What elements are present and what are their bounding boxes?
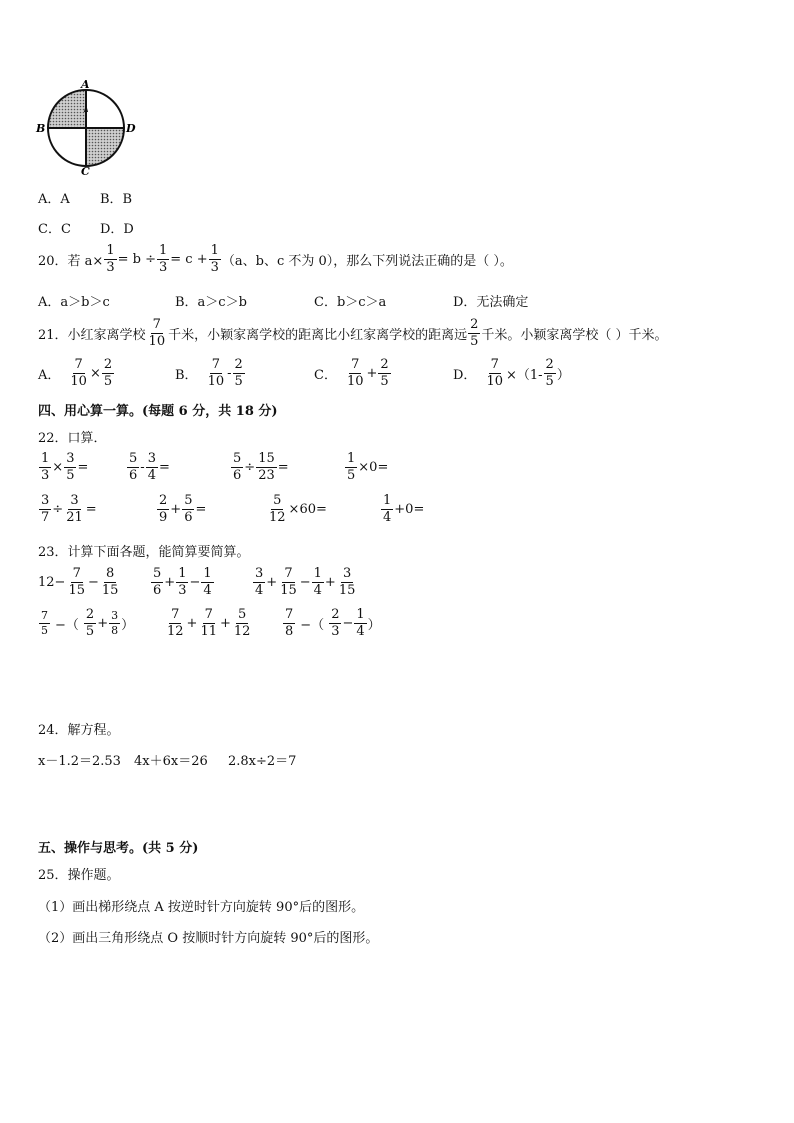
q22-expr-4: $\frac{1}{5}$ ×0= xyxy=(347,451,389,483)
q22-expr-1: $\frac{1}{3}$ × $\frac{3}{5}$ = xyxy=(41,451,89,483)
q22-title: 22．口算． xyxy=(38,431,107,446)
q20-option-a: A．a＞b＞c xyxy=(38,295,110,310)
label-d: D xyxy=(126,122,136,135)
q24-equation-3: 2.8x÷2＝7 xyxy=(228,754,297,769)
q23-expr-5: $\frac{7}{12}$ + $\frac{7}{11}$ + $\frac{5}{12}$ xyxy=(167,607,251,639)
fraction: $\frac{7}{10}$ xyxy=(148,317,166,349)
q22-expr-3: $\frac{5}{6}$ ÷ $\frac{15}{23}$ = xyxy=(233,451,289,483)
q23-expr-1: 12− $\frac{7}{15}$ − $\frac{8}{15}$ xyxy=(38,566,119,598)
q22-expr-5: $\frac{3}{7}$ ÷ $\frac{3}{21}$ = xyxy=(41,493,97,525)
q20-option-b: B．a＞c＞b xyxy=(175,295,247,310)
q22-expr-2: $\frac{5}{6}$ - $\frac{3}{4}$ = xyxy=(129,451,170,483)
q19-option-c: C．C xyxy=(38,222,71,237)
section-5-title: 五、操作与思考。(共 5 分) xyxy=(38,841,199,856)
q23-expr-6: $\frac{7}{8}$ −（ $\frac{2}{3}$ − $\frac{1}{4}$ ） xyxy=(285,607,381,639)
q19-option-d: D．D xyxy=(100,222,134,237)
fraction: $\frac{2}{5}$ xyxy=(470,317,479,349)
fraction: $\frac{1}{3}$ xyxy=(158,243,168,275)
q21-option-d: D． $\frac{7}{10}$ ×（1- $\frac{2}{5}$ ） xyxy=(453,357,570,389)
q23-expr-3: $\frac{3}{4}$ + $\frac{7}{15}$ − $\frac{1}{4}$ + $\frac{3}{15}$ xyxy=(255,566,356,598)
section-4-title: 四、用心算一算。(每题 6 分，共 18 分) xyxy=(38,404,278,419)
q19-option-b: B．B xyxy=(100,192,133,207)
q22-expr-8: $\frac{1}{4}$ +0= xyxy=(383,493,425,525)
q23-expr-4: $\frac{7}{5}$ −（ $\frac{2}{5}$ + $\frac{3}{8}$ ） xyxy=(41,607,135,639)
circle-figure xyxy=(34,78,138,176)
fraction: $\frac{1}{3}$ xyxy=(210,243,219,275)
q24-equation-2: 4x＋6x＝26 xyxy=(134,754,208,769)
q23-title: 23．计算下面各题，能简算要简算。 xyxy=(38,545,250,560)
q20-option-d: D．无法确定 xyxy=(453,295,529,310)
q23-expr-2: $\frac{5}{6}$ + $\frac{1}{3}$ − $\frac{1}{4}$ xyxy=(153,566,212,598)
label-b: B xyxy=(36,122,46,135)
label-c: C xyxy=(81,165,90,176)
q25-line-2: （2）画出三角形绕点 O 按顺时针方向旋转 90°后的图形。 xyxy=(38,931,379,946)
q25-line-1: （1）画出梯形绕点 A 按逆时针方向旋转 90°后的图形。 xyxy=(38,900,365,915)
q24-title: 24．解方程。 xyxy=(38,723,120,738)
q19-option-a: A．A xyxy=(38,192,70,207)
fraction: $\frac{1}{3}$ xyxy=(106,243,115,275)
q24-equation-1: x－1.2＝2.53 xyxy=(38,754,121,769)
label-a: A xyxy=(81,78,90,91)
q21-option-b: B． $\frac{7}{10}$ - $\frac{2}{5}$ xyxy=(175,357,243,389)
q20-question: 20．若 a× $\frac{1}{3}$ = b ÷ $\frac{1}{3}$ = c + $\frac{1}{3}$ （a、b、c 不为 0），那么下列说法正确的是（ ）。 xyxy=(38,243,513,275)
q22-expr-7: $\frac{5}{12}$ ×60= xyxy=(269,493,327,525)
q21-option-a: A． $\frac{7}{10}$ × $\frac{2}{5}$ xyxy=(38,357,113,389)
q21-option-c: C． $\frac{7}{10}$ + $\frac{2}{5}$ xyxy=(314,357,389,389)
q22-expr-6: $\frac{2}{9}$ + $\frac{5}{6}$ = xyxy=(159,493,207,525)
q21-question: 21．小红家离学校 $\frac{7}{10}$ 千米，小颖家离学校的距离比小红家离学校的距离远 $\frac{2}{5}$ 千米。小颖家离学校（ ）千米。 xyxy=(38,317,668,349)
q25-title: 25．操作题。 xyxy=(38,868,120,883)
q20-option-c: C．b＞c＞a xyxy=(314,295,387,310)
